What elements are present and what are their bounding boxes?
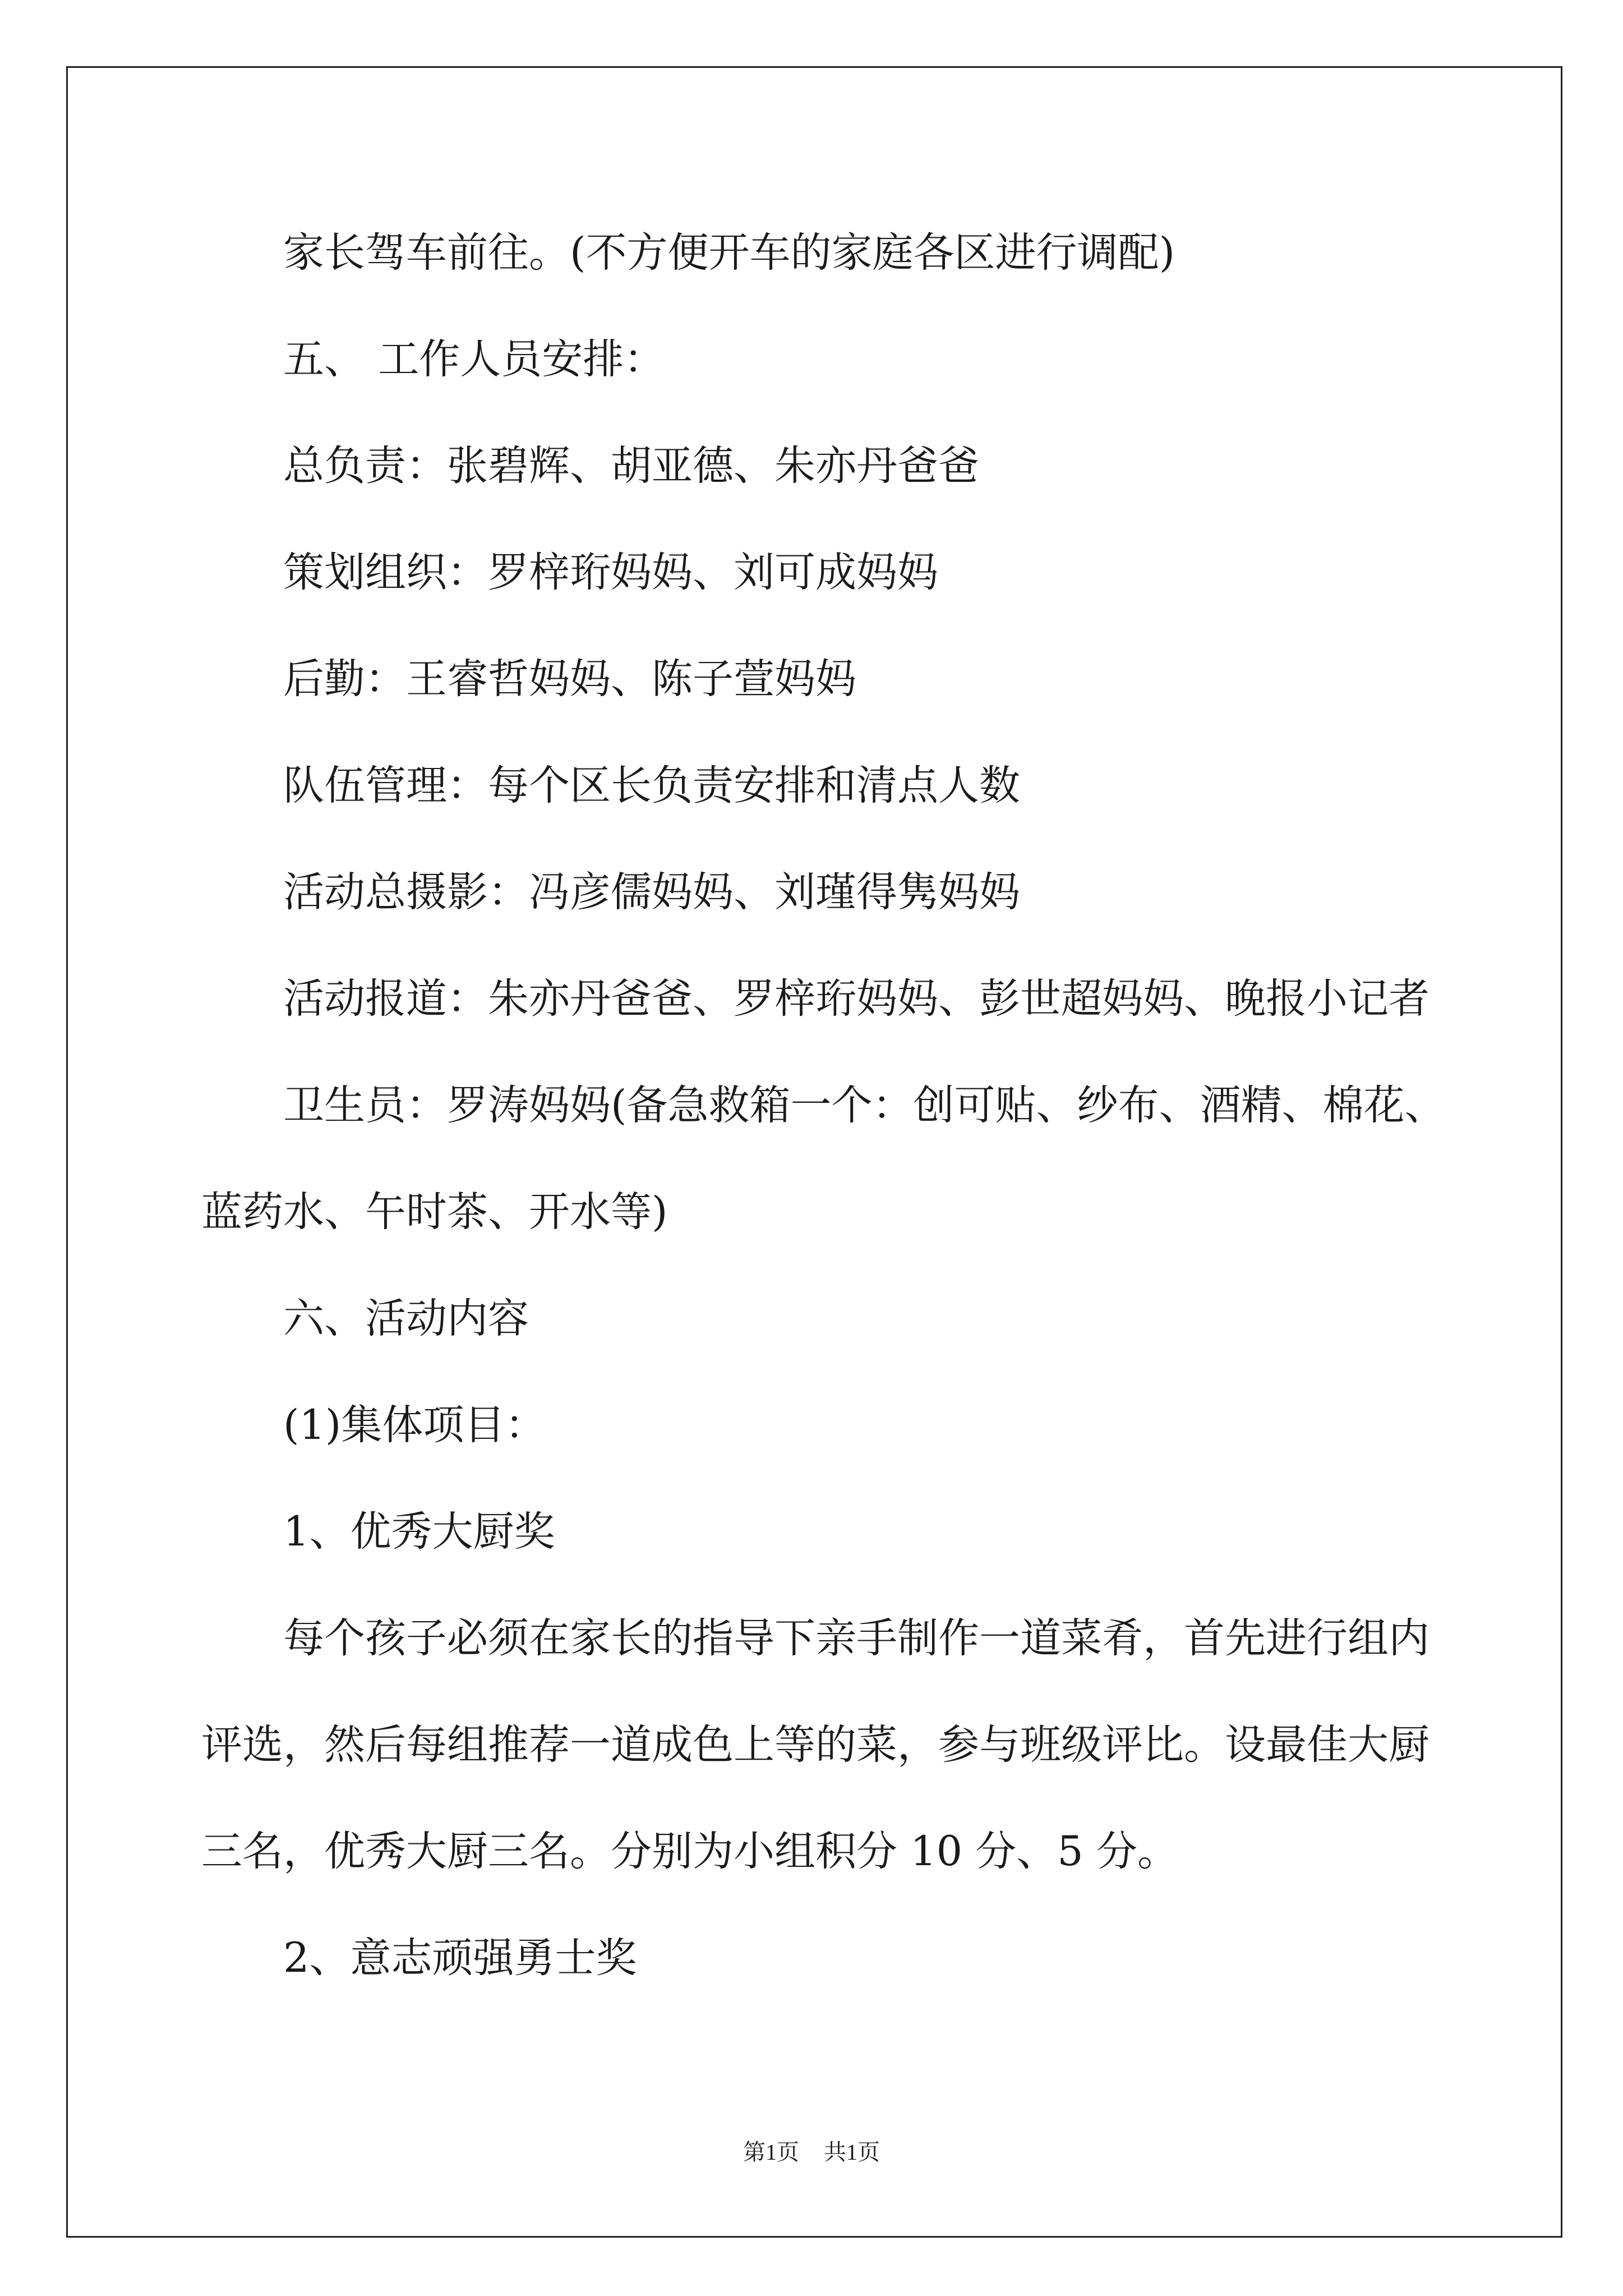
text-line: 蓝药水、午时茶、开水等)	[201, 1188, 668, 1236]
page-total: 共1页	[824, 2139, 880, 2165]
document-body	[201, 200, 1536, 2012]
text-line: 队伍管理：每个区长负责安排和清点人数	[283, 762, 1020, 809]
text-line: 评选，然后每组推荐一道成色上等的菜，参与班级评比。设最佳大厨	[201, 1721, 1430, 1769]
item-heading: 2、意志顽强勇士奖	[283, 1934, 637, 1982]
text-line: 家长驾车前往。(不方便开车的家庭各区进行调配)	[283, 229, 1175, 277]
subsection-heading: (1)集体项目：	[283, 1401, 546, 1449]
text-line: 后勤：王睿哲妈妈、陈子萱妈妈	[283, 655, 856, 703]
section-heading: 六、活动内容	[283, 1295, 529, 1342]
section-heading: 五、 工作人员安排：	[283, 335, 665, 383]
text-line: 活动总摄影：冯彦儒妈妈、刘瑾得隽妈妈	[283, 868, 1020, 916]
text-line: 活动报道：朱亦丹爸爸、罗梓珩妈妈、彭世超妈妈、晚报小记者	[283, 975, 1430, 1023]
item-heading: 1、优秀大厨奖	[283, 1508, 555, 1556]
page-number: 第1页	[743, 2139, 799, 2165]
text-line: 策划组织：罗梓珩妈妈、刘可成妈妈	[283, 549, 938, 596]
page-footer	[0, 2137, 1623, 2168]
text-line: 总负责：张碧辉、胡亚德、朱亦丹爸爸	[283, 442, 979, 490]
text-line: 卫生员：罗涛妈妈(备急救箱一个：创可贴、纱布、酒精、棉花、	[283, 1082, 1446, 1129]
text-line: 三名，优秀大厨三名。分别为小组积分 10 分、5 分。	[201, 1828, 1178, 1875]
text-line: 每个孩子必须在家长的指导下亲手制作一道菜肴，首先进行组内	[283, 1614, 1430, 1662]
